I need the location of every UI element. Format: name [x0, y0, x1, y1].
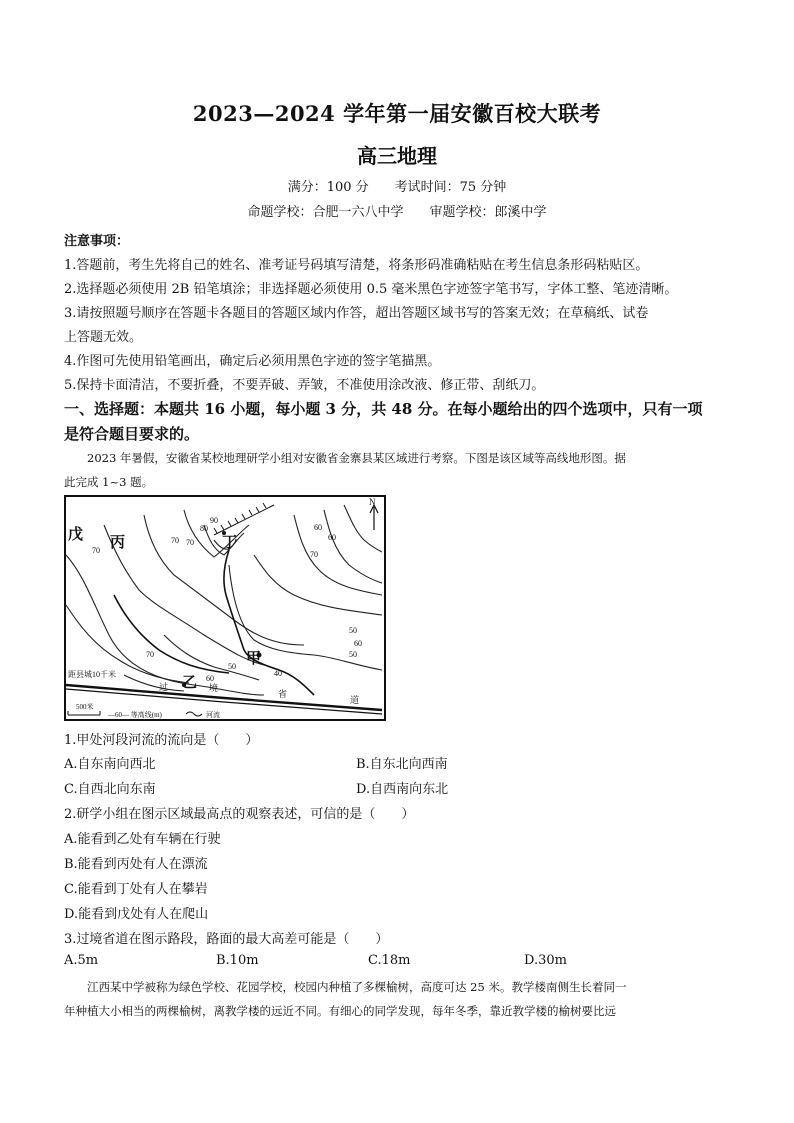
contour-map	[64, 495, 386, 721]
question-1-stem: 1.甲处河段河流的流向是（ ）	[64, 733, 259, 748]
svg-text:70: 70	[146, 650, 154, 659]
notice-item: 上答题无效。	[64, 330, 143, 345]
svg-text:60: 60	[206, 674, 214, 683]
intro-line: 2023 年暑假，安徽省某校地理研学小组对安徽省金寨县某区域进行考察。下图是该区域等高线地形图。据	[87, 451, 626, 465]
section-heading-line: 一、选择题：本题共 16 小题，每小题 3 分，共 48 分。在每小题给出的四个选项中，只有一项	[64, 400, 703, 418]
intro-line: 江西某中学被称为绿色学校、花园学校，校园内种植了多棵榆树，高度可达 25 米。教学楼南侧生长着同一	[87, 980, 627, 994]
intro-passage-2	[64, 975, 736, 1023]
q2-option-d: D.能看到戊处有人在爬山	[64, 907, 209, 922]
notice-item: 4.作图可先使用铅笔画出，确定后必须用黑色字迹的签字笔描黑。	[64, 354, 441, 369]
schools: 命题学校：合肥一六八中学 审题学校：郎溪中学	[247, 205, 547, 220]
exam-title: 2023—2024 学年第一届安徽百校大联考	[192, 101, 602, 126]
q1-option-d: D.自西南向东北	[356, 782, 449, 797]
q1-option-c: C.自西北向东南	[64, 782, 156, 797]
q2-option-a: A.能看到乙处有车辆在行驶	[64, 832, 221, 847]
legend-river: 河流	[206, 711, 220, 719]
map-label-yi: 乙	[182, 675, 198, 691]
subject-title: 高三地理	[357, 144, 437, 168]
svg-text:道: 道	[350, 695, 360, 705]
svg-text:40: 40	[274, 669, 282, 678]
q3-option-a: A.5m	[64, 953, 99, 968]
svg-text:50: 50	[228, 662, 236, 671]
svg-text:70: 70	[171, 536, 179, 545]
svg-text:省: 省	[278, 689, 288, 699]
notice-item: 2.选择题必须使用 2B 铅笔填涂；非选择题必须使用 0.5 毫米黑色字迹签字笔书写，字体工整、笔迹清晰。	[64, 282, 678, 297]
svg-text:60: 60	[354, 639, 362, 648]
svg-text:50: 50	[349, 626, 357, 635]
section-heading-line: 是符合题目要求的。	[64, 425, 200, 443]
svg-text:70: 70	[186, 538, 194, 547]
q1-option-b: B.自东北向西南	[356, 757, 448, 772]
legend-scale: 500米	[76, 703, 94, 711]
svg-text:境: 境	[209, 683, 219, 693]
intro-line: 年种植大小相当的两棵榆树，离教学楼的远近不同。有细心的同学发现，每年冬季，靠近教学楼的榆树要比远	[64, 1004, 616, 1018]
map-label-ding: 丁	[222, 535, 238, 551]
q3-option-d: D.30m	[524, 953, 567, 968]
notice-item: 1.答题前，考生先将自己的姓名、准考证号码填写清楚，将条形码准确粘贴在考生信息条形码粘贴区。	[64, 258, 649, 273]
map-label-wu: 戊	[68, 527, 84, 543]
svg-text:50: 50	[349, 650, 357, 659]
q2-option-b: B.能看到丙处有人在漂流	[64, 857, 208, 872]
intro-line: 此完成 1~3 题。	[64, 475, 154, 489]
q1-option-a: A.自东南向西北	[64, 757, 156, 772]
notice-item: 3.请按照题号顺序在答题卡各题目的答题区域内作答，超出答题区域书写的答案无效；在草稿纸、试卷	[64, 306, 649, 321]
map-label-jia: 甲	[246, 651, 262, 667]
svg-text:90: 90	[210, 516, 218, 525]
q2-option-c: C.能看到丁处有人在攀岩	[64, 882, 208, 897]
q3-option-c: C.18m	[368, 953, 411, 968]
svg-text:60: 60	[328, 533, 336, 542]
svg-text:70: 70	[310, 550, 318, 559]
question-3-stem: 3.过境省道在图示路段，路面的最大高差可能是（ ）	[64, 932, 389, 947]
svg-text:80: 80	[200, 524, 208, 533]
map-label-county: 距县城10千米	[68, 670, 116, 679]
section-heading	[64, 397, 744, 447]
legend-contour: —60— 等高线(m)	[108, 711, 162, 719]
map-label-bing: 丙	[110, 535, 126, 551]
notice-item: 5.保持卡面清洁，不要折叠，不要弄破、弄皱，不准使用涂改液、修正带、刮纸刀。	[64, 378, 545, 393]
svg-text:过: 过	[159, 682, 169, 692]
svg-text:70: 70	[92, 546, 100, 555]
score-time: 满分：100 分 考试时间：75 分钟	[287, 180, 507, 195]
map-north-label: N	[369, 497, 376, 507]
q3-option-b: B.10m	[216, 953, 259, 968]
svg-text:60: 60	[314, 523, 322, 532]
notice-heading: 注意事项：	[64, 234, 130, 249]
intro-passage-1	[64, 446, 736, 494]
question-2-stem: 2.研学小组在图示区域最高点的观察表述，可信的是（ ）	[64, 807, 415, 822]
